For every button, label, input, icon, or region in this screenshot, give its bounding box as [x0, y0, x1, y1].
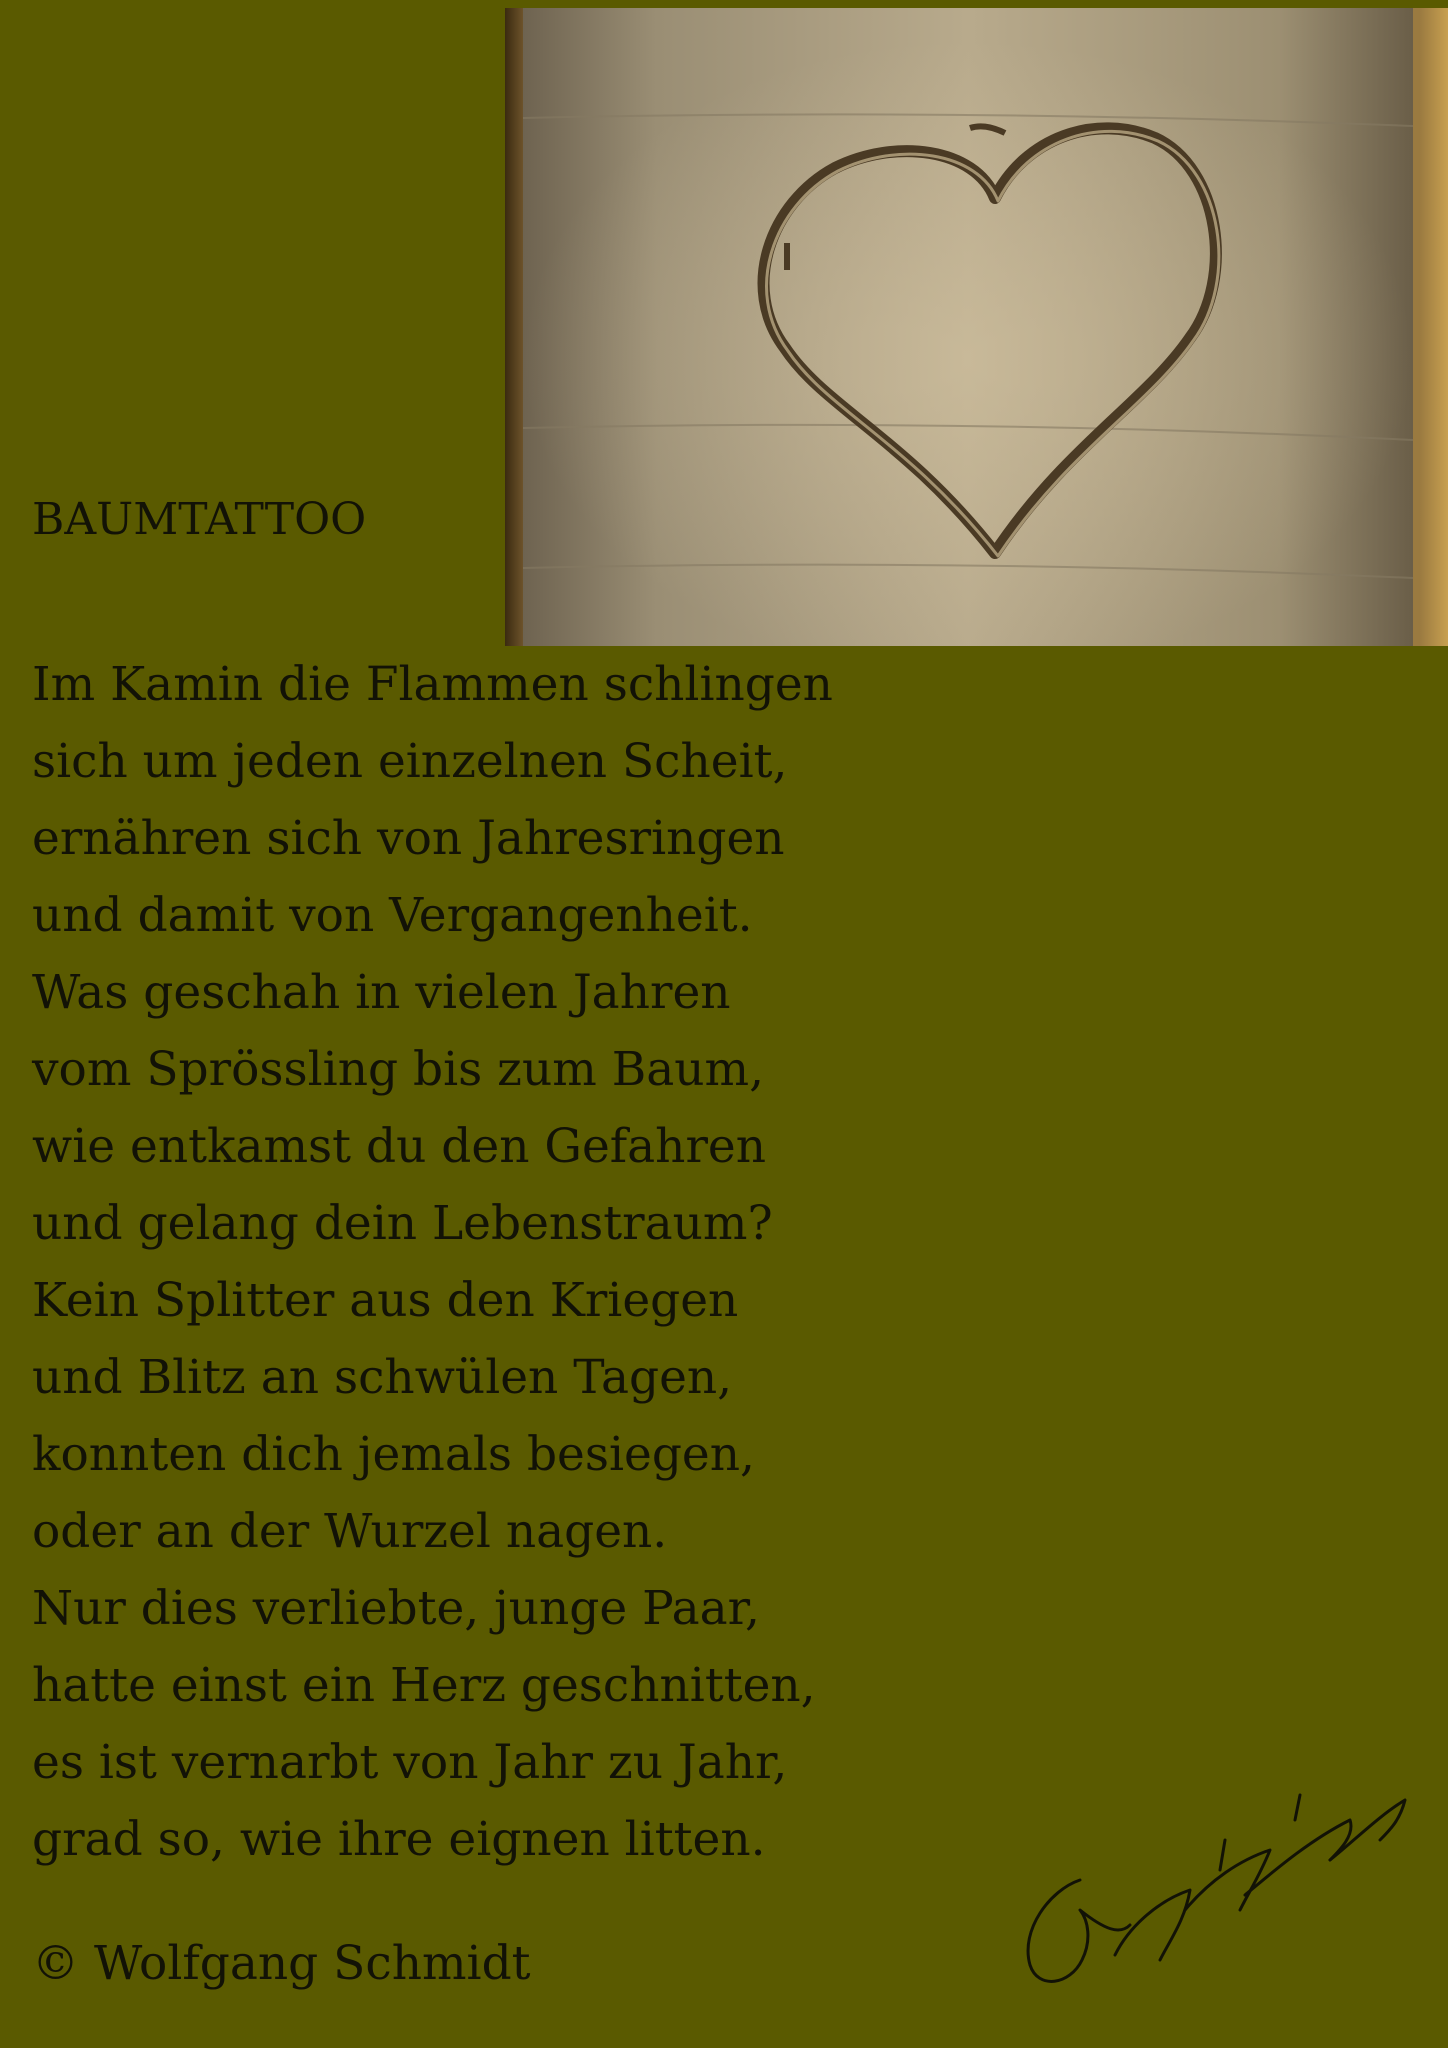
poem-line: oder an der Wurzel nagen. — [32, 1504, 668, 1559]
handwritten-signature — [1010, 1760, 1430, 2000]
poem-line: vom Sprössling bis zum Baum, — [32, 1042, 765, 1097]
tree-heart-photo — [505, 8, 1448, 646]
poem-line: sich um jeden einzelnen Scheit, — [32, 734, 788, 789]
poem-line: grad so, wie ihre eignen litten. — [32, 1812, 766, 1867]
poem-line: es ist vernarbt von Jahr zu Jahr, — [32, 1735, 788, 1790]
poem-line: konnten dich jemals besiegen, — [32, 1427, 755, 1482]
poem-line: wie entkamst du den Gefahren — [32, 1119, 767, 1174]
poem-line: ernähren sich von Jahresringen — [32, 811, 785, 866]
poem-line: Nur dies verliebte, junge Paar, — [32, 1581, 760, 1636]
poem-line: hatte einst ein Herz geschnitten, — [32, 1658, 816, 1713]
poem-line: und gelang dein Lebenstraum? — [32, 1196, 773, 1251]
signature-logo — [1010, 1760, 1430, 2000]
poem-line: Im Kamin die Flammen schlingen — [32, 657, 833, 712]
poem-text — [32, 646, 833, 1878]
poem-line: und Blitz an schwülen Tagen, — [32, 1350, 733, 1405]
poem-line: und damit von Vergangenheit. — [32, 888, 753, 943]
copyright-author: © Wolfgang Schmidt — [32, 1936, 531, 1991]
poem-title: BAUMTATTOO — [32, 494, 367, 545]
poem-line: Kein Splitter aus den Kriegen — [32, 1273, 739, 1328]
heart-carved-tree-photo — [505, 8, 1448, 646]
poem-line: Was geschah in vielen Jahren — [32, 965, 731, 1020]
